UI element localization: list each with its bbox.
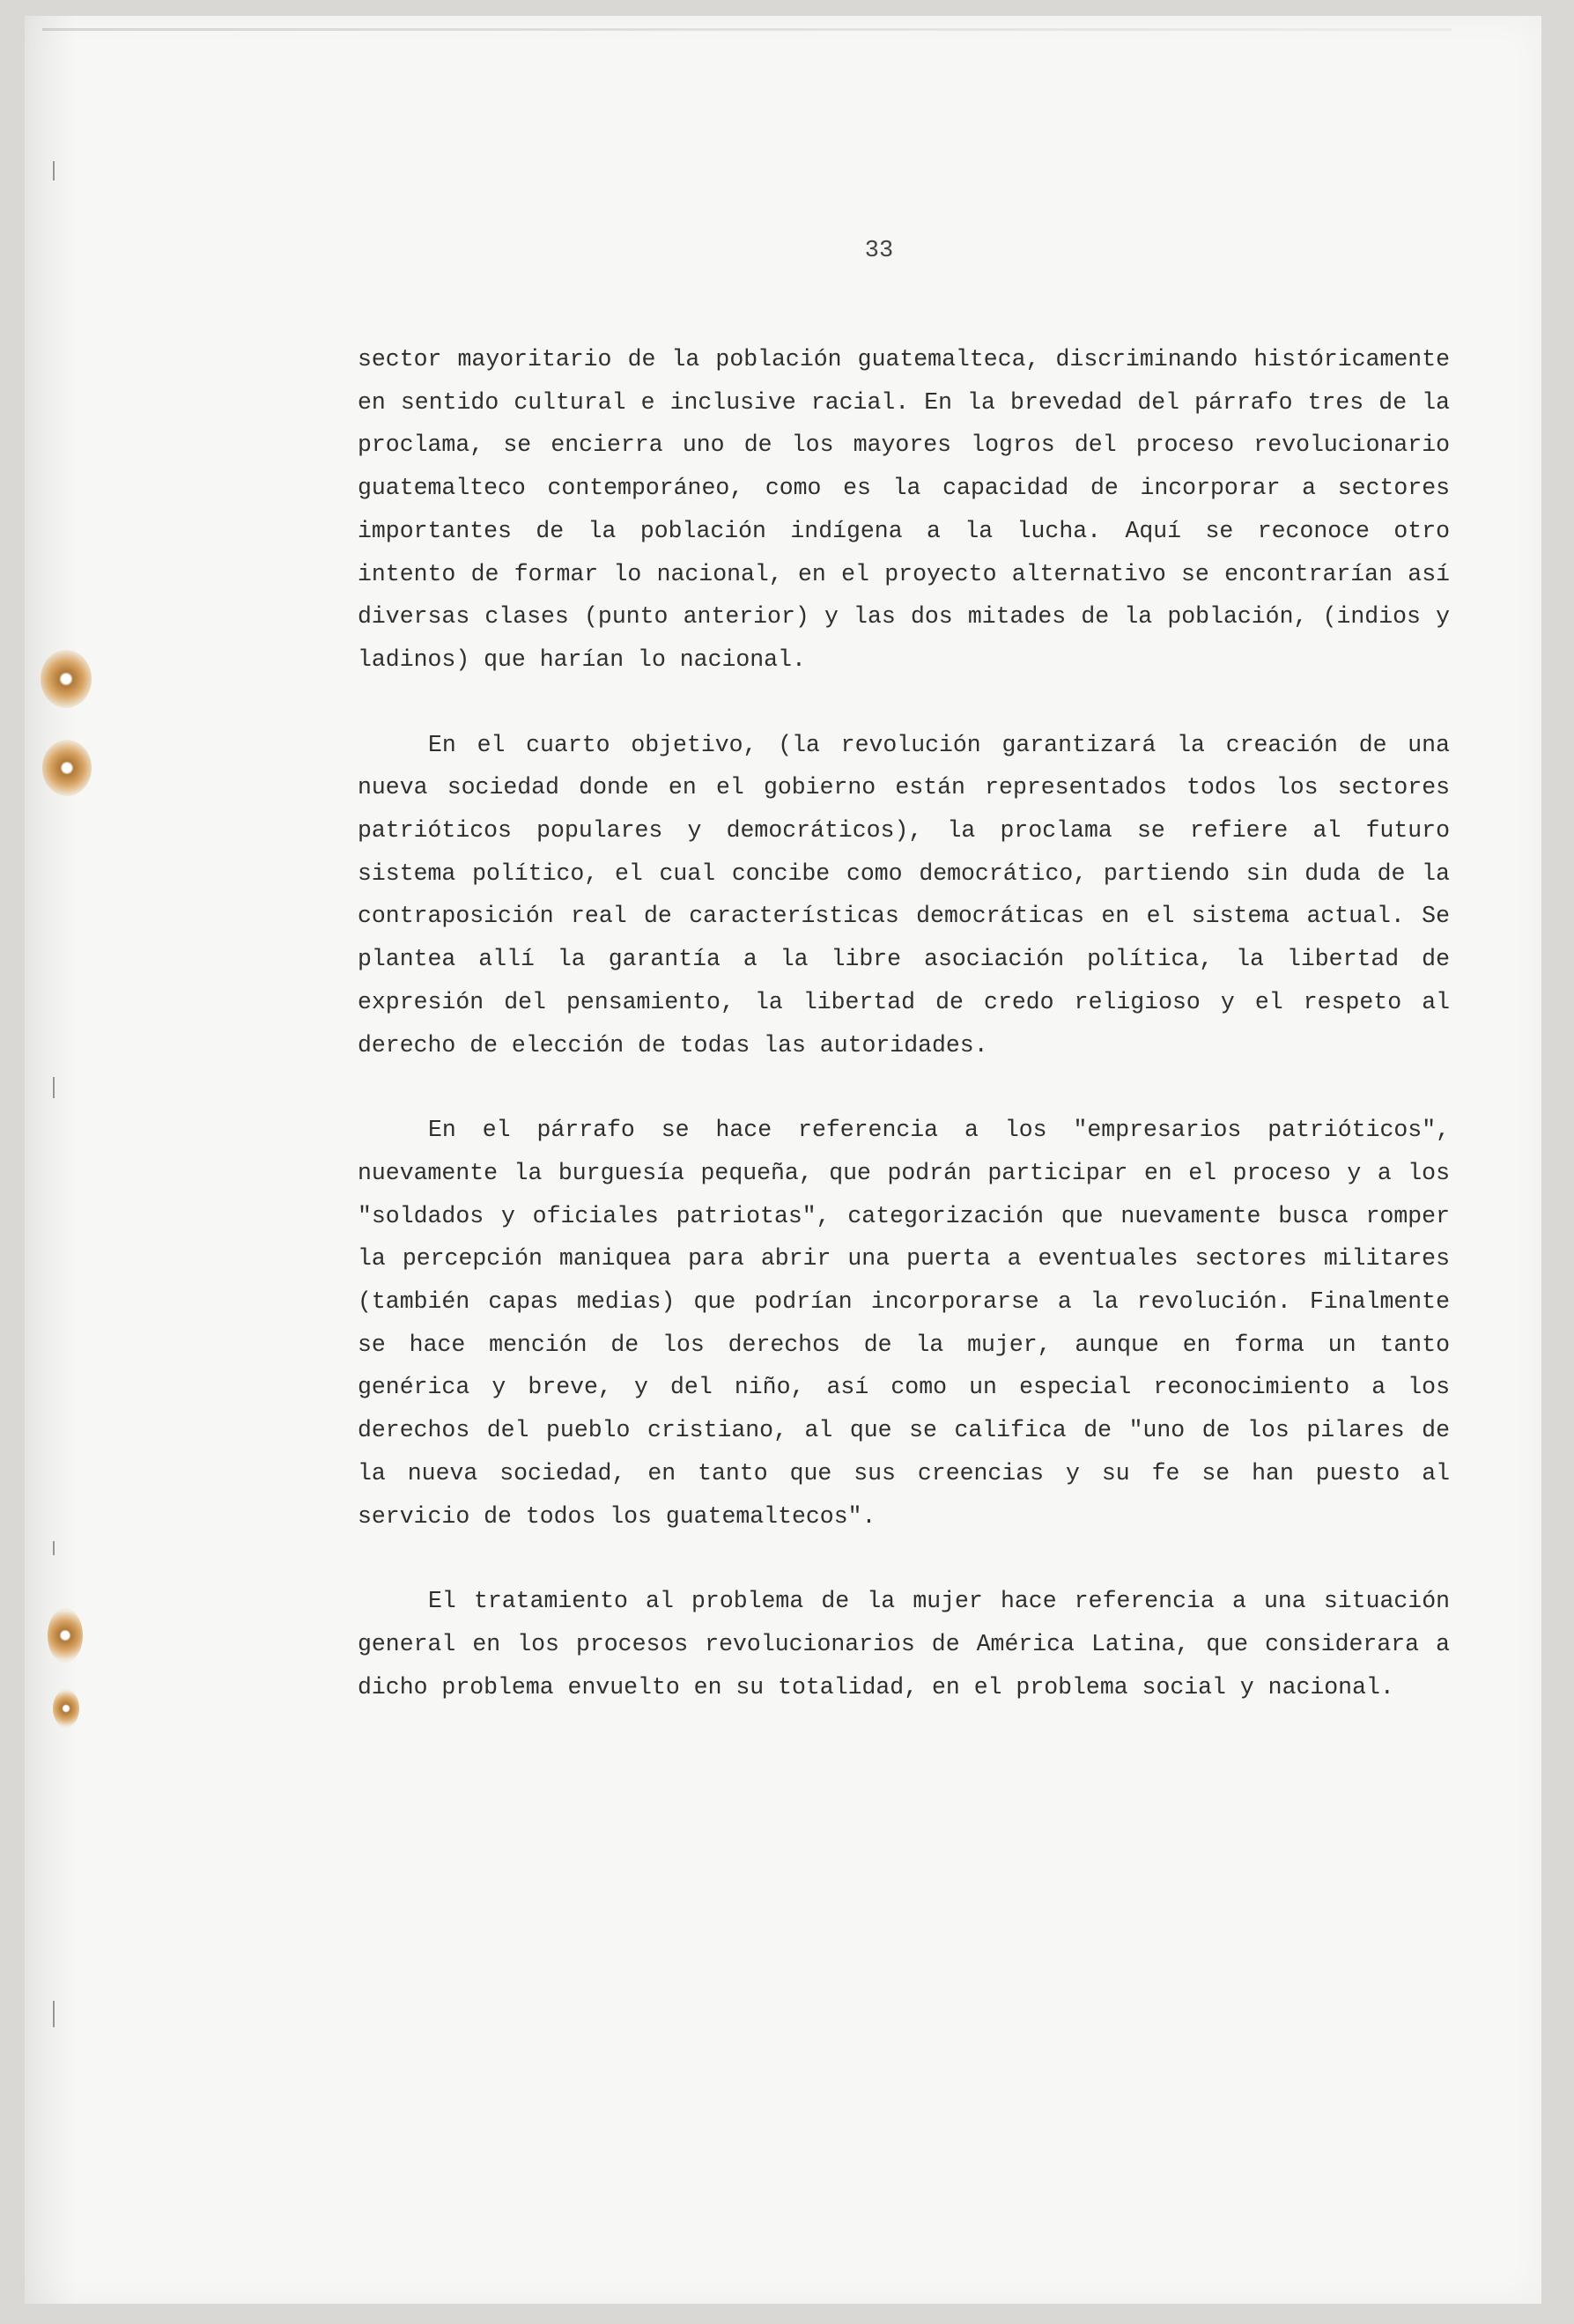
- document-page: [25, 16, 1541, 2304]
- margin-mark: [53, 1541, 55, 1555]
- punch-hole-stain: [42, 740, 92, 796]
- punch-hole-stain: [48, 1608, 83, 1663]
- top-edge-mark: [42, 28, 1452, 31]
- page-edge-shadow: [25, 16, 78, 2304]
- margin-mark: [53, 2001, 55, 2027]
- paragraph: En el cuarto objetivo, (la revolución garantizará la creación de una nueva sociedad donde en el gobierno están representados todos los sectores patrióticos populares y democráticos), la proclama se refiere al futuro sistema político, el cual concibe como democrático, partiendo sin duda de la contraposición real de características democráticas en el sistema actual. Se plantea allí la garantía a la libre asociación política, la libertad de expresión del pensamiento, la libertad de credo religioso y el respeto al derecho de elección de todas las autoridades.: [358, 731, 1450, 1059]
- paragraph: El tratamiento al problema de la mujer hace referencia a una situación general en los procesos revolucionarios de América Latina, que considerara a dicho problema envuelto en su totalidad, en el problema social y nacional.: [358, 1588, 1450, 1701]
- margin-mark: [53, 161, 55, 181]
- paragraph: sector mayoritario de la población guatemalteca, discriminando históricamente en sentido cultural e inclusive racial. En la brevedad del párrafo tres de la proclama, se encierra uno de los mayores logros del proceso revolucionario guatemalteco contemporáneo, como es la capacidad de incorporar a sectores importantes de la población indígena a la lucha. Aquí se reconoce otro intento de formar lo nacional, en el proyecto alternativo se encontrarían así diversas clases (punto anterior) y las dos mitades de la población, (indios y ladinos) que harían lo nacional.: [358, 346, 1450, 673]
- punch-hole-stain: [53, 1689, 79, 1728]
- page-number: 33: [864, 238, 894, 264]
- punch-hole-stain: [41, 650, 92, 708]
- margin-mark: [53, 1077, 55, 1098]
- document-body: [358, 338, 1450, 1751]
- paragraph: En el párrafo se hace referencia a los "empresarios patrióticos", nuevamente la burguesía pequeña, que podrán participar en el proceso y a los "soldados y oficiales patriotas", categorización que nuevamente busca romper la percepción maniquea para abrir una puerta a eventuales sectores militares (también capas medias) que podrían incorporarse a la revolución. Finalmente se hace mención de los derechos de la mujer, aunque en forma un tanto genérica y breve, y del niño, así como un especial reconocimiento a los derechos del pueblo cristiano, al que se califica de "uno de los pilares de la nueva sociedad, en tanto que sus creencias y su fe se han puesto al servicio de todos los guatemaltecos".: [358, 1117, 1450, 1530]
